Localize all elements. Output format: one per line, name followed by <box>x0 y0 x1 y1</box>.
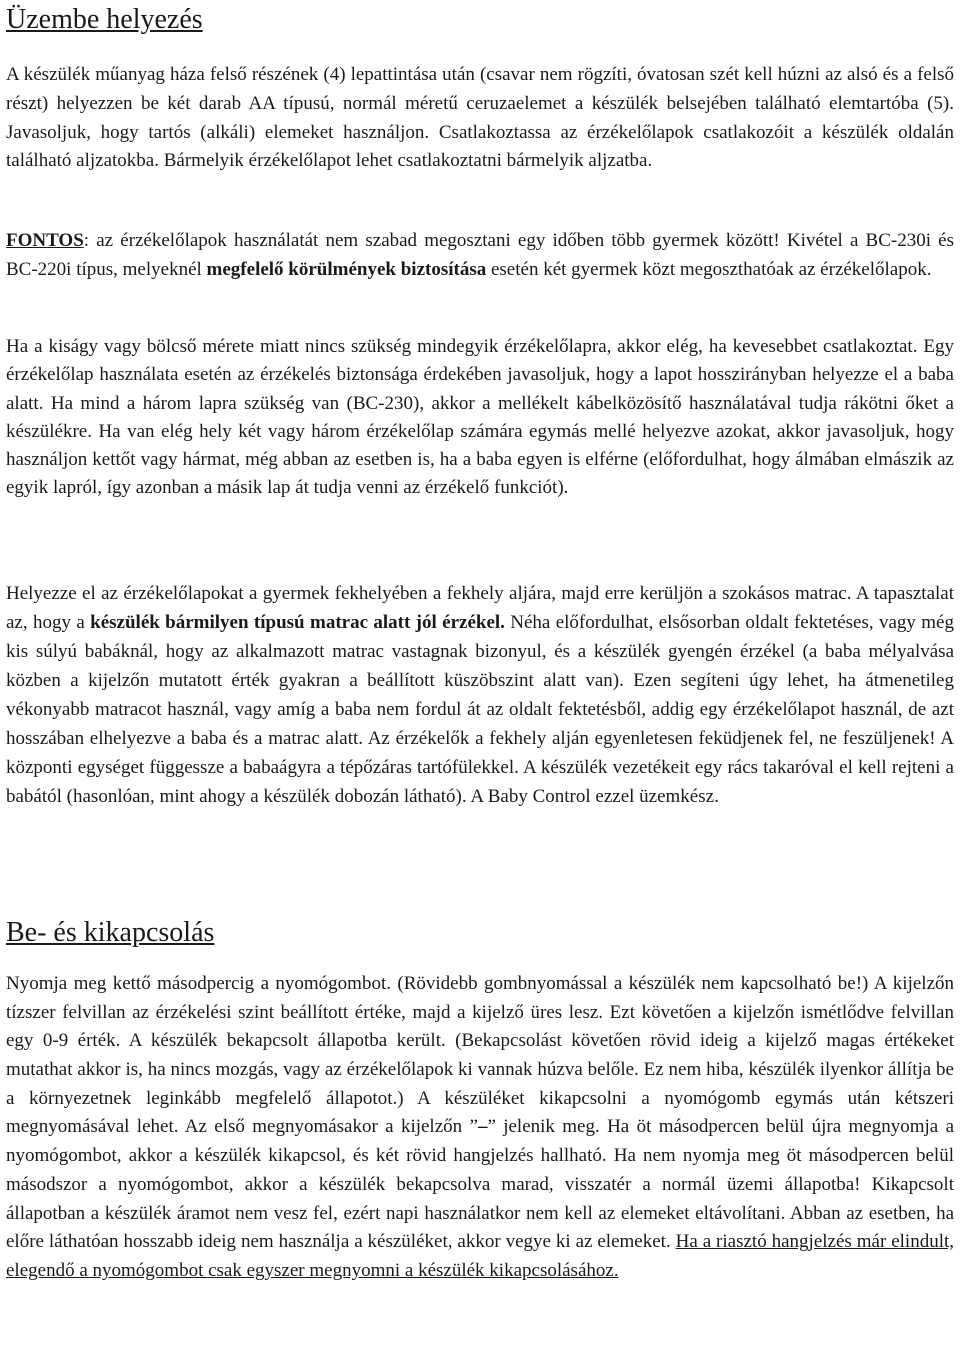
display-dash-symbol: – <box>477 1116 488 1138</box>
placement-bold-text: készülék bármilyen típusú matrac alatt jól érzékel. <box>90 611 505 633</box>
section-title-installation: Üzembe helyezés <box>6 4 203 35</box>
important-bold-text: megfelelő körülmények biztosítása <box>206 258 487 280</box>
dash-open-quote: ” <box>469 1116 478 1138</box>
important-text: : az érzékelőlapok használatát nem szabad megosztani egy időben több gyermek között! Kivétel a BC-230i és BC-220i típus, melyeknél <box>6 230 954 280</box>
power-text-middle: jelenik meg. Ha öt másodpercen belül újra megnyomja a nyomógombot, akkor a készülék kikapcsol, és két rövid hangjelzés hallható. Ha nem nyomja meg öt másodpercen belül másodszor a nyomógombot, akkor a készülék bekapcsolva marad, visszatér a normál üzemi állapotba! Kikapcsolt állapotban a készülék áramot nem vesz fel, ezért napi használatkor nem kell az elemeket eltávolítani. Abban az esetben, ha előre láthatóan hosszabb ideig nem használja a készüléket, akkor vegye ki az elemeket. <box>6 1116 954 1253</box>
placement-text-start: Helyezze el az érzékelőlapokat a gyermek fekhelyében a fekhely aljára, majd erre kerüljön a szokásos matrac. A tapasztalat az, hogy a <box>6 583 954 633</box>
dash-close-quote: ” <box>487 1116 496 1138</box>
important-label: FONTOS <box>6 230 84 251</box>
paragraph-sensor-placement <box>6 580 954 812</box>
paragraph-battery-install: A készülék műanyag háza felső részének (4) lepattintása után (csavar nem rögzíti, óvatosan szét kell húzni az alsó és a felső részt) helyezzen be két darab AA típusú, normál méretű ceruzaelemet a készülék belsejében található elemtartóba (5). Javasoljuk, hogy tartós (alkáli) elemeket használjon. Csatlakoztassa az érzékelőlapok csatlakozóit a készülék oldalán található aljzatokba. Bármelyik érzékelőlapot lehet csatlakoztatni bármelyik aljzatba. <box>6 64 954 172</box>
paragraph-important-notice <box>6 227 954 284</box>
placement-text-end: Néha előfordulhat, elsősorban oldalt fektetéses, vagy még kis súlyú babáknál, hogy az alkalmazott matrac vastagnak bizonyul, és a készülék gyengén érzékel (a baba mélyalvása közben a kijelzőn mutatott érték gyakran a beállított küszöbszint alatt van). Ezen segíteni úgy lehet, ha átmenetileg vékonyabb matracot használ, vagy amíg a baba nem fordul át az oldalt fektetésből, addig egy érzékelőlapot használ, de azt hosszában elhelyezve a baba és a matrac alatt. Az érzékelők a fekhely alján egyenletesen feküdjenek fel, ne feszüljenek! A központi egységet függessze a babaágyra a tépőzáras tartófülekkel. A készülék vezetékeit egy rács takaróval el kell rejteni a babától (hasonlóan, mint ahogy a készülék dobozán látható). A Baby Control ezzel üzemkész. <box>6 611 954 807</box>
paragraph-sensor-count: Ha a kiságy vagy bölcső mérete miatt nincs szükség mindegyik érzékelőlapra, akkor elég, ha kevesebbet csatlakoztat. Egy érzékelőlap használata esetén az érzékelés biztonsága érdekében javasoljuk, hogy a lapot hosszirányban helyezze el a baba alatt. Ha mind a három lapra szükség van (BC-230), akkor a mellékelt kábelközösítő használatával tudja rákötni őket a készülékre. Ha van elég hely két vagy három érzékelőlap számára egymás mellé helyezve azokat, akkor javasoljuk, hogy használjon kettőt vagy hármat, még abban az esetben is, ha a baba egyen is elférne (előfordulhat, hogy álmában elmászik az egyik lapról, így azonban a másik lap át tudja venni az érzékelő funkciót). <box>6 336 954 499</box>
power-text-start: Nyomja meg kettő másodpercig a nyomógombot. (Rövidebb gombnyomással a készülék nem kapcsolható be!) A kijelzőn tízszer felvillan az érzékelési szint beállított értéke, majd a kijelző üres lesz. Ezt követően a kijelzőn ismétlődve felvillan egy 0-9 érték. A készülék bekapcsolt állapotba került. (Bekapcsolást követően rövid ideig a kijelző magas értékeket mutathat akkor is, ha nincs mozgás, vagy az érzékelőlapok ki vannak húzva belőle. Ez nem hiba, készülék ilyenkor állítja be a környezetnek leginkább megfelelő állapotot.) A készüléket kikapcsolni a nyomógomb egymás után kétszeri megnyomásával lehet. Az első megnyomásakor a kijelzőn <box>6 973 954 1138</box>
important-text-end: esetén két gyermek közt megoszthatóak az érzékelőlapok. <box>486 258 932 280</box>
alarm-note-underlined: Ha a riasztó hangjelzés már elindult, elegendő a nyomógombot csak egyszer megnyomni a készülék kikapcsolásához. <box>6 1231 954 1281</box>
section-title-power: Be- és kikapcsolás <box>6 917 215 948</box>
paragraph-power-on-off <box>6 970 954 1286</box>
